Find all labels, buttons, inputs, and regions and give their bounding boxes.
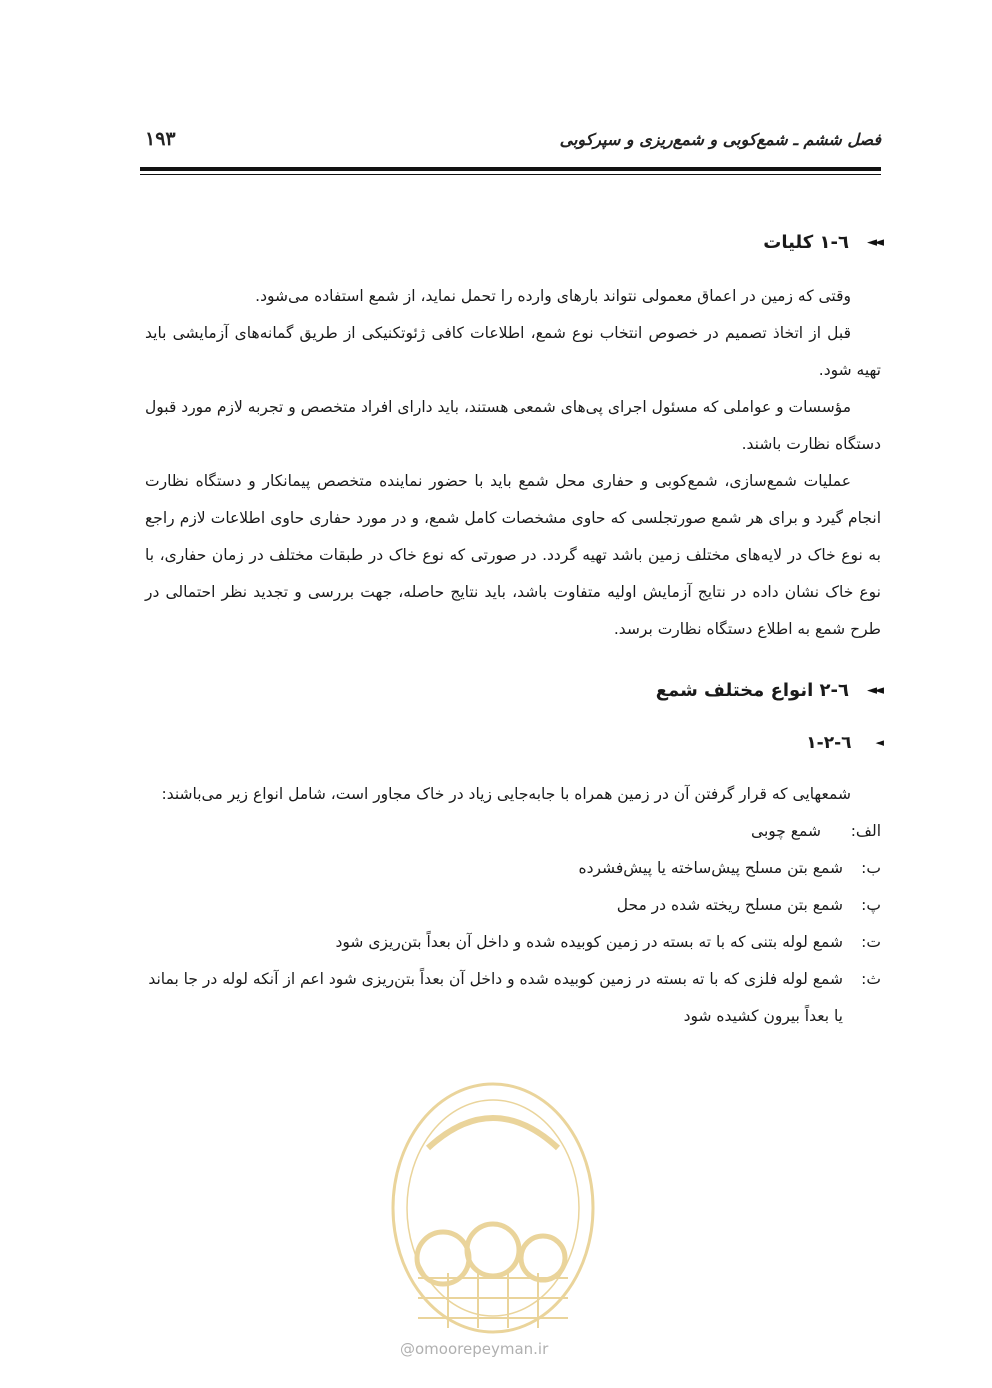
section-title: ٦-٢ انواع مختلف شمع (655, 680, 849, 701)
list-item (145, 813, 881, 850)
section-heading-pile-types (145, 676, 881, 706)
list-item-label: پ: (861, 896, 881, 914)
paragraph: عملیات شمع‌سازی، شمع‌کوبی و حفاری محل شمع باید با حضور نماینده متخصص پیمانکار و دستگاه نظارت انجام گیرد و برای هر شمع صورتجلسی که حاوی مشخصات کامل شمع، و در مورد حفاری حاوی اطلاعات لازم راجع به نوع خاک در لایه‌های مختلف زمین باشد تهیه گردد. در صورتی که نوع خاک در طبقات مختلف در زمان حفاری، با نوع خاک نشان داده در نتایج آزمایش اولیه متفاوت باشد، باید نتایج حاصله، جهت بررسی و تجدید نظر احتمالی در طرح شمع به اطلاع دستگاه نظارت برسد. (145, 472, 881, 638)
paragraph: مؤسسات و عواملی که مسئول اجرای پی‌های شمعی هستند، باید دارای افراد متخصص و تجربه لازم مورد قبول دستگاه نظارت باشند. (145, 398, 881, 453)
header-rule-thick (140, 167, 881, 171)
list-item (145, 887, 881, 924)
list-item-text: شمع لوله فلزی که با ته بسته در زمین کوبیده شده و داخل آن بعداً بتن‌ریزی شود اعم از آنکه لوله در جا بماند یا بعداً بیرون کشیده شود (148, 970, 843, 1025)
list-item (145, 961, 881, 1035)
section-title: ٦-١ کلیات (763, 232, 849, 253)
list-item-text: شمع بتن مسلح ریخته شده در محل (616, 896, 843, 914)
arrow-icon: ◄ (875, 736, 881, 749)
running-title: فصل ششم ـ شمع‌کوبی و شمع‌ریزی و سپرکوبی (559, 130, 881, 149)
paragraph: وقتی که زمین در اعماق معمولی نتواند بارهای وارده را تحمل نماید، از شمع استفاده می‌شود. (255, 287, 851, 305)
page-number: ۱۹۳ (145, 128, 176, 150)
section-heading-general (145, 228, 881, 258)
watermark-logo-icon (388, 1078, 598, 1338)
double-arrow-icon: ◄◄ (867, 235, 881, 250)
double-arrow-icon: ◄◄ (867, 683, 881, 698)
list-item-text: شمع چوبی (751, 822, 821, 840)
list-item-label: ث: (861, 970, 881, 988)
watermark-url: @omoorepeyman.ir (400, 1340, 549, 1358)
pile-types-list (145, 813, 881, 1035)
list-item-text: شمع بتن مسلح پیش‌ساخته یا پیش‌فشرده (578, 859, 843, 877)
paragraph: قبل از اتخاذ تصمیم در خصوص انتخاب نوع شمع، اطلاعات کافی ژئوتکنیکی از طریق گمانه‌های آزمایشی باید تهیه شود. (145, 324, 881, 379)
list-item-text: شمع لوله بتنی که با ته بسته در زمین کوبیده شده و داخل آن بعداً بتن‌ریزی شود (335, 933, 843, 951)
page-content (145, 228, 881, 1035)
list-item-label: ب: (861, 859, 881, 877)
page-header (145, 128, 881, 158)
paragraph: شمعهایی که قرار گرفتن آن در زمین همراه با جابه‌جایی زیاد در خاک مجاور است، شامل انواع زیر می‌باشند: (161, 785, 851, 803)
list-item-label: ت: (861, 933, 881, 951)
subsection-heading (145, 728, 881, 758)
list-item-label: الف: (850, 822, 881, 840)
list-item (145, 924, 881, 961)
list-item (145, 850, 881, 887)
header-rule-thin (140, 174, 881, 175)
subsection-title: ٦-٢-١ (806, 733, 852, 753)
